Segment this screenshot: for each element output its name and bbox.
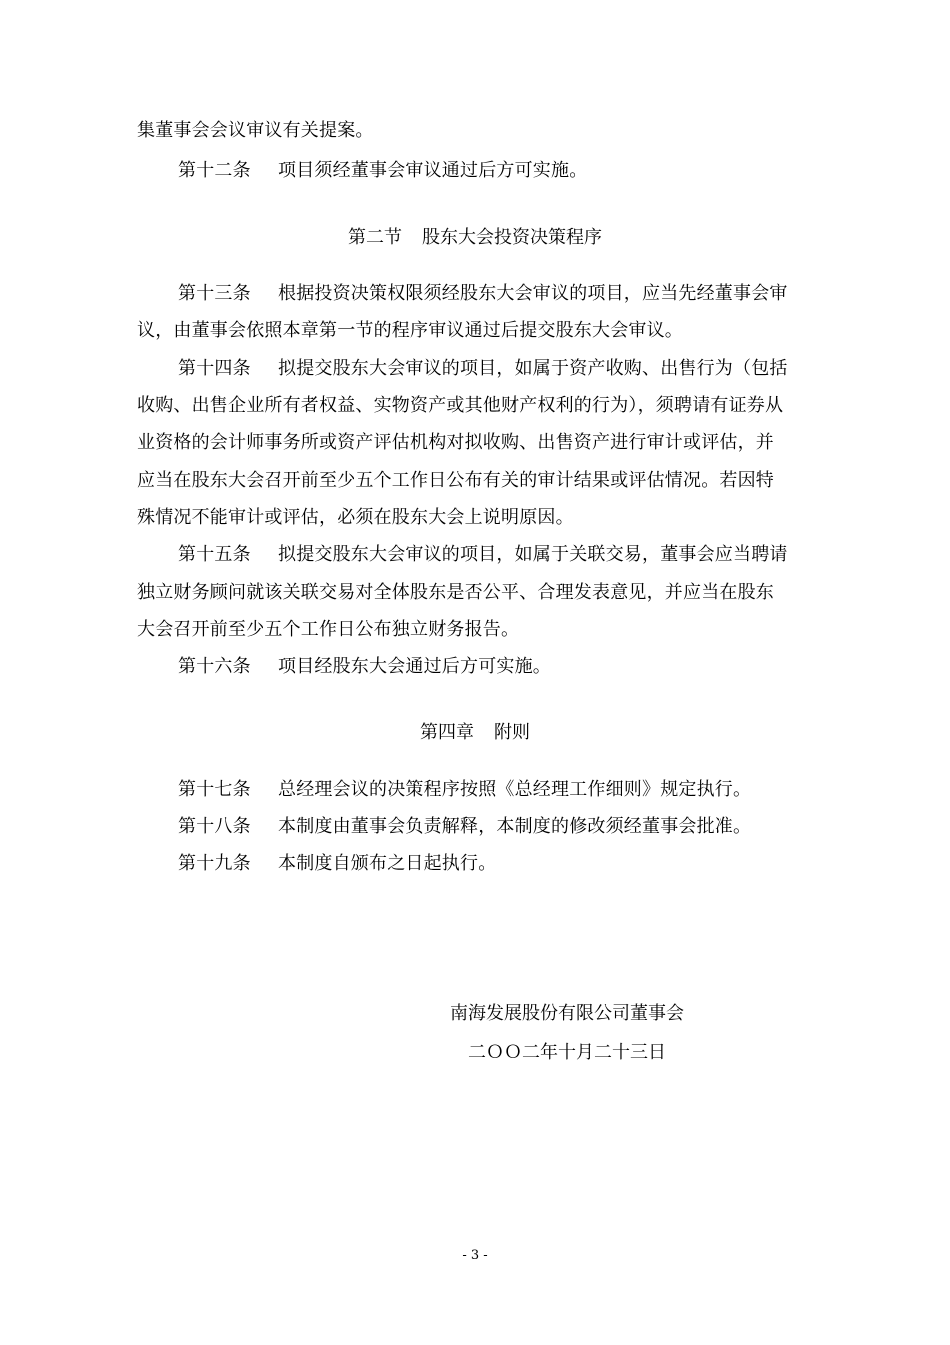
article-text: 本制度由董事会负责解释，本制度的修改须经董事会批准。 [278,816,752,837]
article-number: 第十七条 [178,779,251,800]
chapter-number: 第四章 [420,722,474,743]
section-number: 第二节 [348,227,402,248]
article-text: 项目须经董事会审议通过后方可实施。 [278,160,588,181]
article-15 [178,542,818,568]
section-heading [0,225,950,251]
article-13 [178,281,818,307]
article-number: 第十六条 [178,656,251,677]
article-14 [178,356,818,382]
article-15-line-2: 独立财务顾问就该关联交易对全体股东是否公平、合理发表意见，并应当在股东 [137,582,774,603]
article-number: 第十二条 [178,160,251,181]
article-number: 第十五条 [178,544,251,565]
article-14-line-2: 收购、出售企业所有者权益、实物资产或其他财产权利的行为），须聘请有证券从 [137,395,784,416]
article-18 [178,814,818,840]
chapter-heading [0,720,950,746]
article-13-line-2: 议，由董事会依照本章第一节的程序审议通过后提交股东大会审议。 [137,320,683,341]
article-17 [178,777,818,803]
continuation-line: 集董事会会议审议有关提案。 [137,120,374,141]
article-14-line-3: 业资格的会计师事务所或资产评估机构对拟收购、出售资产进行审计或评估，并 [137,432,774,453]
article-number: 第十四条 [178,358,251,379]
article-text: 根据投资决策权限须经股东大会审议的项目，应当先经董事会审 [278,283,788,304]
article-number: 第十三条 [178,283,251,304]
signature-organization: 南海发展股份有限公司董事会 [450,1003,684,1024]
article-19 [178,851,818,877]
article-14-line-4: 应当在股东大会召开前至少五个工作日公布有关的审计结果或评估情况。若因特 [137,470,774,491]
section-title: 股东大会投资决策程序 [422,227,602,248]
page-number: - 3 - [462,1248,488,1263]
article-text: 项目经股东大会通过后方可实施。 [278,656,551,677]
article-text: 本制度自颁布之日起执行。 [278,853,497,874]
article-16 [178,654,818,680]
article-15-line-3: 大会召开前至少五个工作日公布独立财务报告。 [137,619,520,640]
signature-date: 二ＯＯ二年十月二十三日 [468,1042,666,1063]
article-text: 总经理会议的决策程序按照《总经理工作细则》规定执行。 [278,779,752,800]
article-text: 拟提交股东大会审议的项目，如属于资产收购、出售行为（包括 [278,358,788,379]
article-number: 第十九条 [178,853,251,874]
article-text: 拟提交股东大会审议的项目，如属于关联交易，董事会应当聘请 [278,544,788,565]
chapter-title: 附则 [494,722,530,743]
article-number: 第十八条 [178,816,251,837]
article-14-line-5: 殊情况不能审计或评估，必须在股东大会上说明原因。 [137,507,574,528]
article-12 [178,158,818,184]
